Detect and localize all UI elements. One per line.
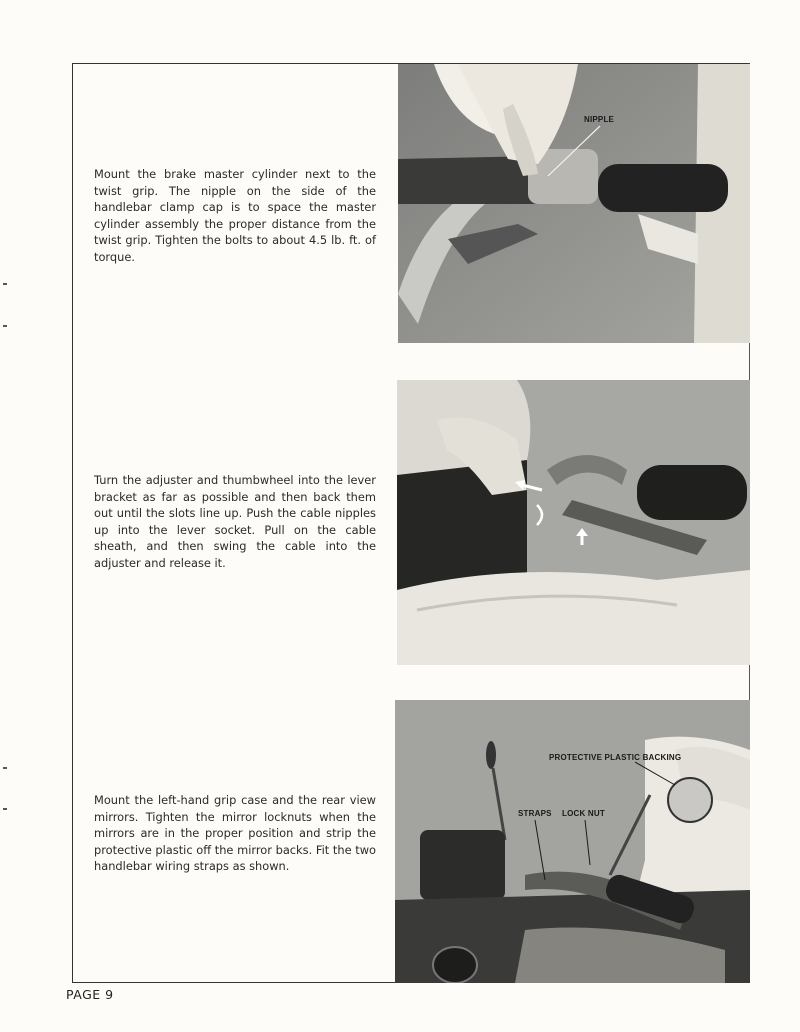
- edge-mark: [3, 808, 7, 810]
- label-straps: STRAPS: [518, 809, 552, 818]
- step-3-photo: [395, 700, 750, 983]
- step-3-caption: Mount the left-hand grip case and the rear view mirrors. Tighten the mirror locknuts when the mirrors are in the proper position and strip the protective plastic off the mirror backs. Fit the two handlebar wiring straps as shown.: [94, 793, 376, 874]
- label-protective-plastic-backing: PROTECTIVE PLASTIC BACKING: [549, 753, 682, 762]
- label-lock-nut: LOCK NUT: [562, 809, 605, 818]
- step-1-photo: [398, 64, 750, 343]
- step-2-photo: [397, 380, 750, 665]
- label-nipple: NIPPLE: [584, 115, 615, 124]
- edge-mark: [3, 767, 7, 769]
- edge-mark: [3, 325, 7, 327]
- step-1-caption: Mount the brake master cylinder next to the twist grip. The nipple on the side of the handlebar clamp cap is to space the master cylinder assembly the proper distance from the twist grip. Tighten the bolts to about 4.5 lb. ft. of torque.: [94, 167, 376, 264]
- step-2-caption: Turn the adjuster and thumbwheel into the lever bracket as far as possible and then back them out until the slots line up. Push the cable nipples up into the lever socket. Pull on the cable sheath, and then swing the cable into the adjuster and release it.: [94, 473, 376, 570]
- page-number: PAGE 9: [66, 987, 114, 1002]
- edge-mark: [3, 283, 7, 285]
